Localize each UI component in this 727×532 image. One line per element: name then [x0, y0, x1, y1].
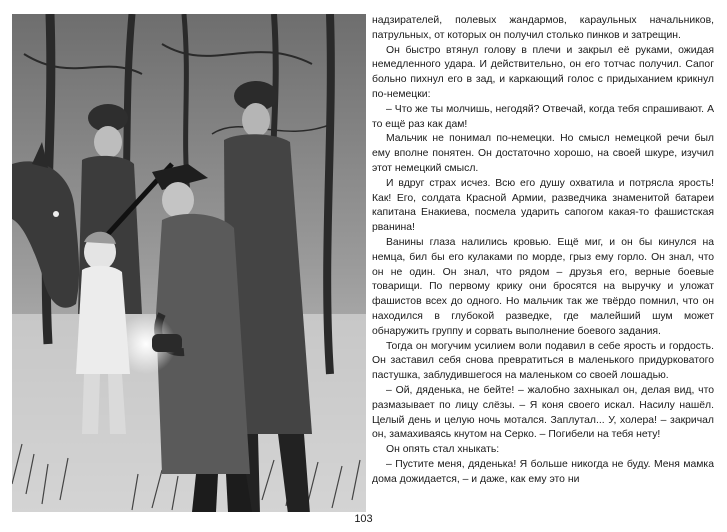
paragraph-6: Ванины глаза налились кровью. Ещё миг, и он бы кинулся на немца, бил бы его кулаками по морде, грыз ему горло. Он знал, что он не один. Он знал, что рядом – друзья его, верные боевые товарищи. По первому крику они бросятся на выручку и уложат фашистов всех до одного. Но мальчик так же твёрдо помнил, что он находился в глубокой разведке, где малейший шум может обнаружить группу и сорвать выполнение боевого задания.	[372, 236, 714, 337]
book-illustration	[12, 14, 366, 512]
paragraph-9: Он опять стал хныкать:	[386, 444, 500, 456]
page-number: 103	[354, 513, 373, 525]
paragraph-3: – Что же ты молчишь, негодяй? Отвечай, когда тебя спрашивают. А то ещё раз как дам!	[372, 103, 714, 130]
paragraph-5: И вдруг страх исчез. Всю его душу охватила и потрясла ярость! Как! Его, солдата Красной Армии, разведчика знаменитой батареи капитана Енакиева, посмела ударить сапогом какая-то фашистская рванина!	[372, 177, 714, 234]
text-column	[372, 14, 714, 512]
flashlight	[152, 334, 182, 352]
paragraph-1: надзирателей, полевых жандармов, караульных начальников, патрульных, от которых он получил столько пинков и затрещин.	[372, 15, 714, 41]
paragraph-4: Мальчик не понимал по-немецки. Но смысл немецкой речи был ему вполне понятен. Он достаточно хорошо, на своей шкуре, изучил этот немецкий смысл.	[372, 133, 714, 174]
paragraph-10: – Пустите меня, дяденька! Я больше никогда не буду. Меня мамка дома дожидается, – и даже, как ему это ни	[372, 458, 714, 485]
paragraph-2: Он быстро втянул голову в плечи и закрыл её руками, ожидая немедленного удара. И действительно, он его тотчас получил. Сапог больно пихнул его в зад, и каркающий голос с придыханием крикнул по-немецки:	[372, 44, 714, 100]
paragraph-8: – Ой, дяденька, не бейте! – жалобно захныкал он, делая вид, что размазывает по лицу слёзы. – Я коня своего искал. Насилу нашёл. Целый день и целую ночь мотался. Заплутал... У, холера! – закричал он, замахиваясь кнутом на Серко. – Погибели на тебя нету!	[372, 384, 714, 441]
paragraph-7: Тогда он могучим усилием воли подавил в себе ярость и гордость. Он заставил себя снова превратиться в маленького придурковатого пастушка, заблудившегося на маленьком со своей лошадью.	[372, 340, 714, 382]
illustration-drawing	[12, 14, 366, 512]
